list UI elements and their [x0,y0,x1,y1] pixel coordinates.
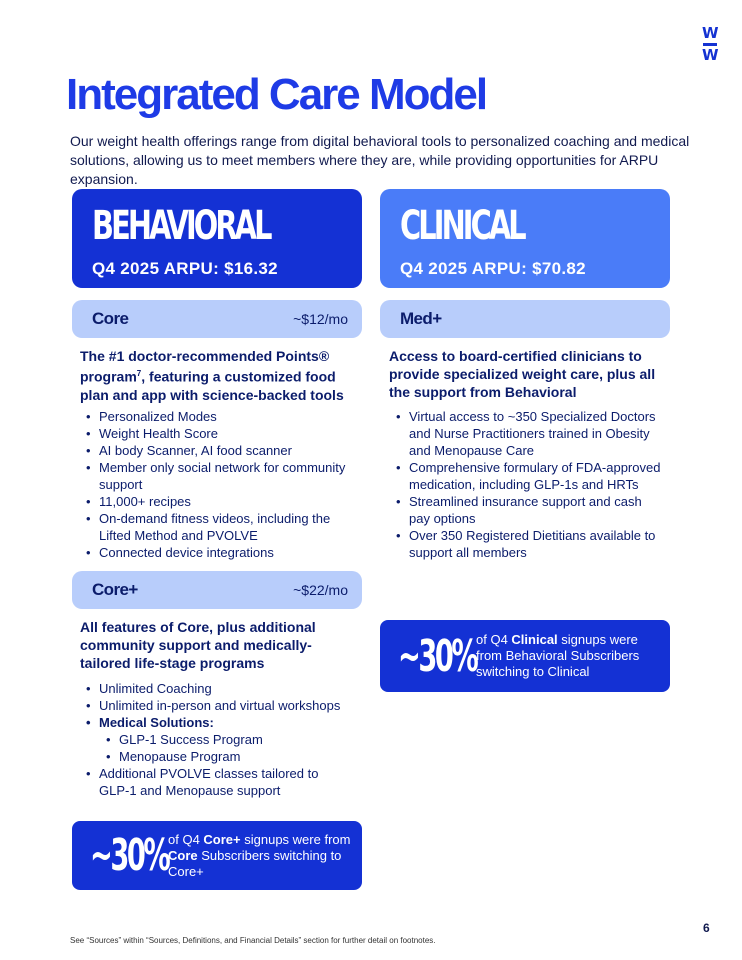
list-item: • Streamlined insurance support and cash pay options [394,493,666,527]
intro-text: Our weight health offerings range from digital behavioral tools to personalized coaching and medical solutions, allowing us to meet members where they are, while providing opportunities for ARPU expansion. [70,133,690,187]
coreplus-stat-value: ~30% [90,830,169,881]
list-subitem: • GLP-1 Success Program [84,731,360,748]
behavioral-title: BEHAVIORAL [92,203,270,249]
list-item: • Unlimited Coaching [84,680,360,697]
clinical-stat-text: of Q4 Clinical signups were from Behavioral Subscribers switching to Clinical [476,632,640,679]
core-features-list [84,408,360,561]
list-item: • Medical Solutions: [84,714,360,731]
coreplus-tier-price: ~$22/mo [293,582,348,598]
clinical-header [380,189,670,288]
list-item: • Weight Health Score [84,425,360,442]
list-item: • Personalized Modes [84,408,360,425]
medplus-description: Access to board-certified clinicians to provide specialized weight care, plus all the support from Behavioral [389,348,656,400]
list-subitem: • Menopause Program [84,748,360,765]
coreplus-tier-bar [72,571,362,609]
clinical-stat-callout [380,620,670,692]
core-tier-price: ~$12/mo [293,311,348,327]
list-item: • Member only social network for community support [84,459,360,493]
core-description: The #1 doctor-recommended Points® program$^7$, featuring a customized food plan and app with science-backed tools [80,348,344,403]
page-number: 6 [703,921,710,935]
clinical-arpu: Q4 2025 ARPU: $70.82 [400,259,586,278]
medplus-features-list [394,408,666,561]
list-item: • AI body Scanner, AI food scanner [84,442,360,459]
list-item: • Virtual access to ~350 Specialized Doctors and Nurse Practitioners trained in Obesity and Menopause Care [394,408,666,459]
coreplus-tier-name: Core+ [92,580,138,599]
list-item: • Connected device integrations [84,544,360,561]
page-title: Integrated Care Model [66,70,487,119]
behavioral-arpu: Q4 2025 ARPU: $16.32 [92,259,278,278]
list-item: • Unlimited in-person and virtual workshops [84,697,360,714]
coreplus-stat-text: of Q4 Core+ signups were from Core Subscribers switching to Core+ [168,831,351,879]
core-tier-bar [72,300,362,338]
list-item: • On-demand fitness videos, including the Lifted Method and PVOLVE [84,510,360,544]
coreplus-description: All features of Core, plus additional community support and medically-tailored life-stage programs [80,619,316,671]
list-item: • Comprehensive formulary of FDA-approved medication, including GLP-1s and HRTs [394,459,666,493]
clinical-title: CLINICAL [400,203,524,249]
list-item: • Over 350 Registered Dietitians available to support all members [394,527,666,561]
footnote: See “Sources” within “Sources, Definitions, and Financial Details” section for further detail on footnotes. [70,936,436,945]
core-tier-name: Core [92,309,129,328]
coreplus-stat-callout [72,821,362,890]
list-item: • Additional PVOLVE classes tailored to GLP-1 and Menopause support [84,765,334,799]
medplus-tier-bar [380,300,670,338]
clinical-stat-value: ~30% [398,630,477,682]
coreplus-features-list [84,680,360,799]
list-item: • 11,000+ recipes [84,493,360,510]
medplus-tier-name: Med+ [400,309,442,328]
logo-letter-top: W [702,24,719,42]
ww-logo [702,26,718,63]
behavioral-header [72,189,362,288]
logo-letter-bottom: W [702,46,719,64]
